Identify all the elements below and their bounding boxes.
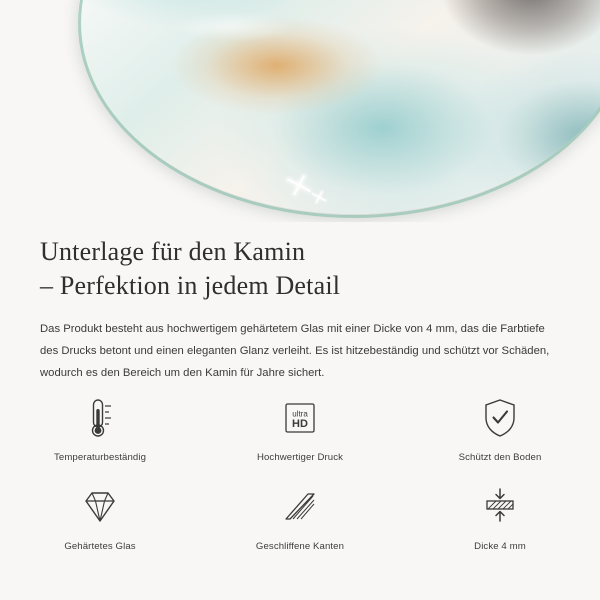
feature-grid [0, 392, 600, 552]
feature-item-thickness [400, 481, 600, 552]
feature-item-print-quality [200, 392, 400, 463]
svg-text:ultra: ultra [292, 409, 308, 419]
ultra-hd-icon [273, 392, 327, 444]
polished-edges-icon [273, 481, 327, 533]
text-block [0, 222, 600, 384]
feature-label: Geschliffene Kanten [255, 541, 345, 552]
page-title [0, 222, 600, 303]
feature-item-polished-edges [200, 481, 400, 552]
glass-panel-image [78, 0, 600, 214]
thermometer-icon [73, 392, 127, 444]
feature-item-floor-protection [400, 392, 600, 463]
feature-label: Temperaturbeständig [53, 452, 147, 463]
thickness-icon [473, 481, 527, 533]
hero-image [0, 0, 600, 222]
feature-item-tempered-glass [0, 481, 200, 552]
page-title-line-2: – Perfektion in jedem Detail [40, 271, 341, 300]
feature-item-temperature [0, 392, 200, 463]
feature-label: Hochwertiger Druck [256, 452, 344, 463]
feature-label: Gehärtetes Glas [64, 541, 136, 552]
feature-label: Schützt den Boden [458, 452, 542, 463]
svg-text:HD: HD [292, 418, 308, 430]
shield-check-icon [473, 392, 527, 444]
page-title-line-1: Unterlage für den Kamin [40, 237, 306, 266]
feature-label: Dicke 4 mm [474, 541, 526, 552]
diamond-icon [73, 481, 127, 533]
description-paragraph: Das Produkt besteht aus hochwertigem gehärtetem Glas mit einer Dicke von 4 mm, das die Farbtiefe des Drucks betont und einen eleganten Glanz verleiht. Es ist hitzebeständig und schützt vor Schäden, wodurch es den Bereich um den Kamin für Jahre sichert. [40, 323, 550, 379]
